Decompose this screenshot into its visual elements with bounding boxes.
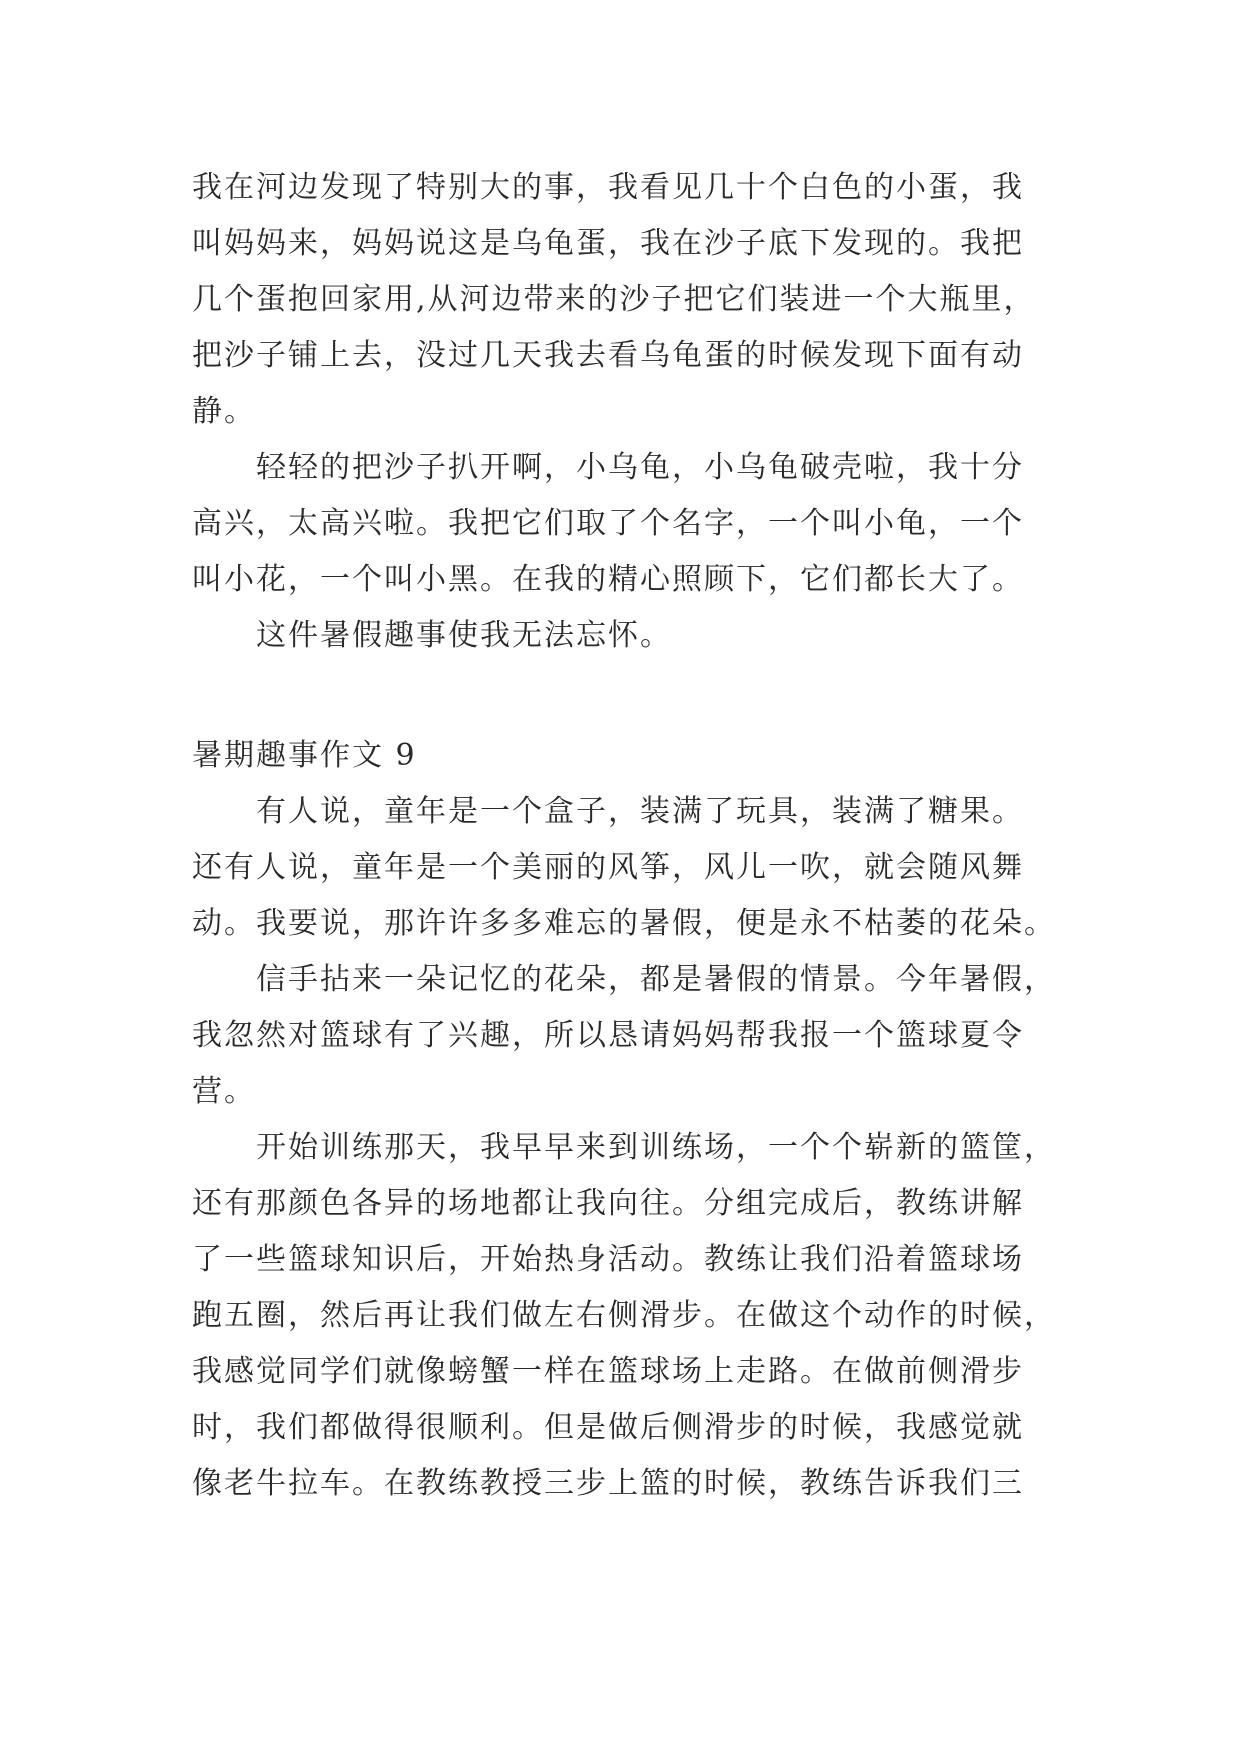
text-line: 把沙子铺上去，没过几天我去看乌龟蛋的时候发现下面有动 [192,338,1024,373]
text-line: 叫小花，一个叫小黑。在我的精心照顾下，它们都长大了。 [192,562,1024,597]
text-line: 我在河边发现了特别大的事，我看见几十个白色的小蛋，我 [192,170,1024,205]
text-line: 了一些篮球知识后，开始热身活动。教练让我们沿着篮球场 [192,1242,1024,1277]
text-line: 有人说，童年是一个盒子，装满了玩具，装满了糖果。 [256,794,1024,829]
document-body [192,160,1072,1512]
paragraph [192,952,1072,1120]
text-line: 叫妈妈来，妈妈说这是乌龟蛋，我在沙子底下发现的。我把 [192,226,1024,261]
paragraph [192,160,1072,440]
text-line: 跑五圈，然后再让我们做左右侧滑步。在做这个动作的时候， [192,1298,1056,1333]
text-line: 这件暑假趣事使我无法忘怀。 [256,618,672,653]
text-line: 营。 [192,1074,256,1109]
text-line: 还有人说，童年是一个美丽的风筝，风儿一吹，就会随风舞 [192,850,1024,885]
paragraph [192,440,1072,608]
section-spacer [192,664,1072,728]
paragraph [192,784,1072,952]
text-line: 几个蛋抱回家用,从河边带来的沙子把它们装进一个大瓶里， [192,282,1036,317]
text-line: 动。我要说，那许许多多难忘的暑假，便是永不枯萎的花朵。 [192,906,1056,941]
text-line: 信手拈来一朵记忆的花朵，都是暑假的情景。今年暑假， [256,962,1056,997]
text-line: 还有那颜色各异的场地都让我向往。分组完成后，教练讲解 [192,1186,1024,1221]
paragraph [192,1120,1072,1512]
text-line: 静。 [192,394,256,429]
text-line: 轻轻的把沙子扒开啊，小乌龟，小乌龟破壳啦，我十分 [256,450,1024,485]
text-line: 像老牛拉车。在教练教授三步上篮的时候，教练告诉我们三 [192,1466,1024,1501]
text-line: 高兴，太高兴啦。我把它们取了个名字，一个叫小龟，一个 [192,506,1024,541]
paragraph [192,608,1072,664]
text-line: 开始训练那天，我早早来到训练场，一个个崭新的篮筐， [256,1130,1056,1165]
text-line: 时，我们都做得很顺利。但是做后侧滑步的时候，我感觉就 [192,1410,1024,1445]
text-line: 我感觉同学们就像螃蟹一样在篮球场上走路。在做前侧滑步 [192,1354,1024,1389]
text-line: 我忽然对篮球有了兴趣，所以恳请妈妈帮我报一个篮球夏令 [192,1018,1024,1053]
section-title: 暑期趣事作文 9 [192,738,417,773]
